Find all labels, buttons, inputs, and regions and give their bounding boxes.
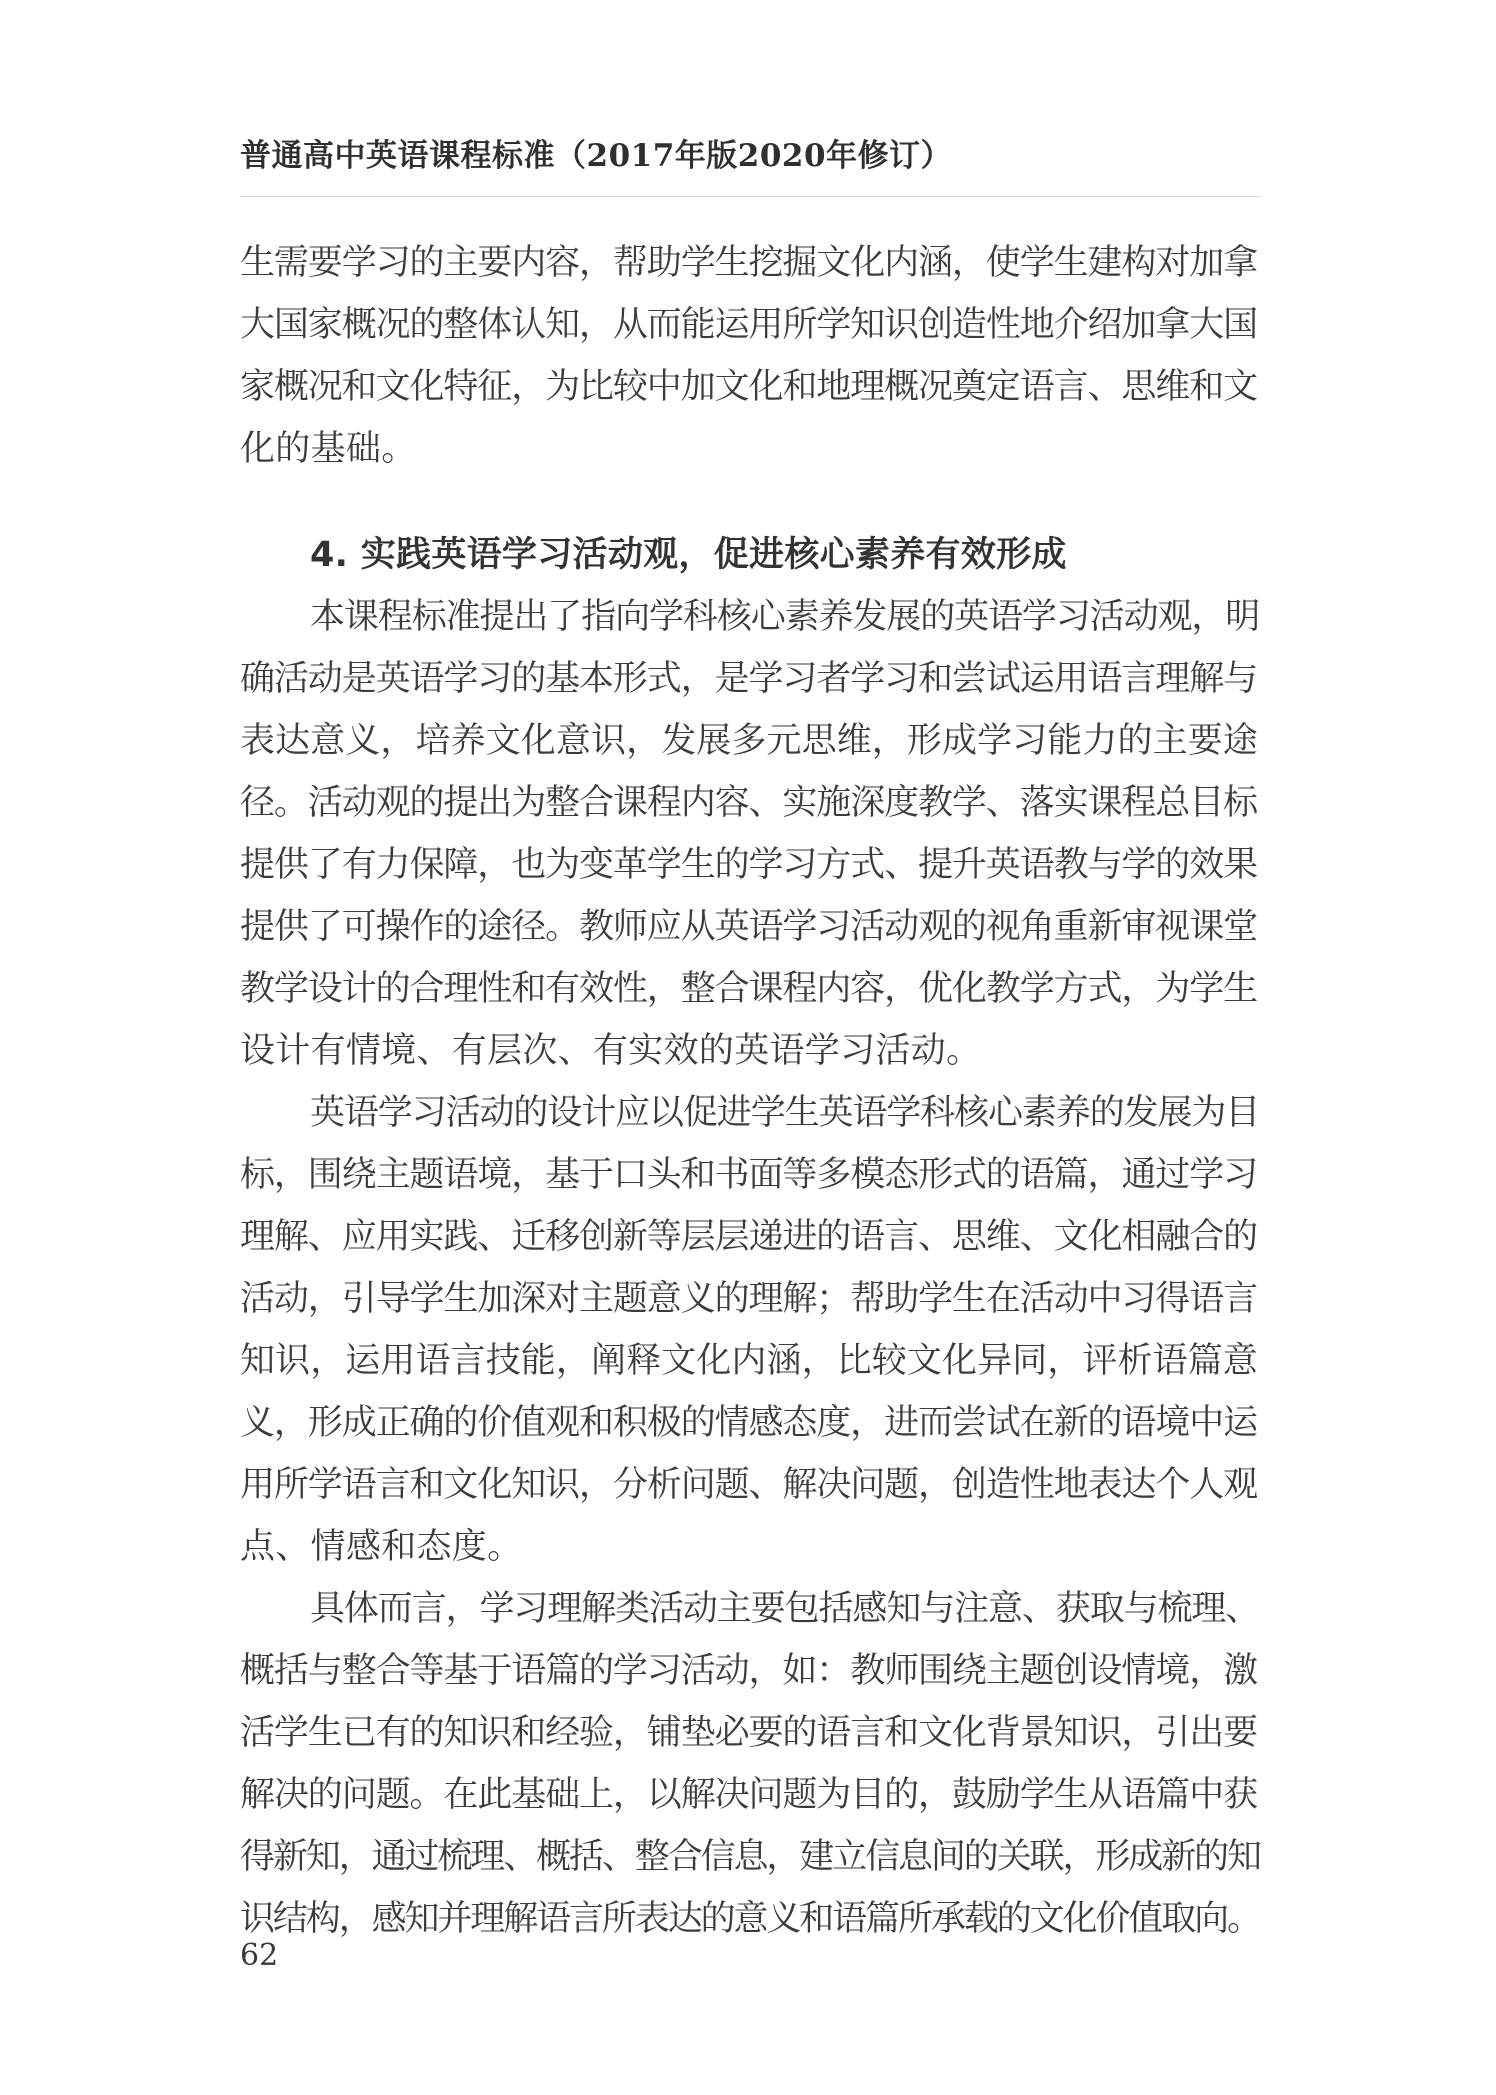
text-line: 径。活动观的提出为整合课程内容、实施深度教学、落实课程总目标 (240, 783, 1258, 823)
text-line: 识结构，感知并理解语言所表达的意义和语篇所承载的文化价值取向。 (240, 1899, 1260, 1939)
text-line: 提供了可操作的途径。教师应从英语学习活动观的视角重新审视课堂 (240, 907, 1258, 947)
running-header: 普通高中英语课程标准（2017年版2020年修订） (240, 138, 953, 174)
text-line: 生需要学习的主要内容，帮助学生挖掘文化内涵，使学生建构对加拿 (240, 243, 1258, 283)
text-line: 理解、应用实践、迁移创新等层层递进的语言、思维、文化相融合的 (240, 1217, 1258, 1257)
text-line: 用所学语言和文化知识，分析问题、解决问题，创造性地表达个人观 (240, 1465, 1258, 1505)
page-number: 62 (240, 1938, 279, 1973)
text-line: 表达意义，培养文化意识，发展多元思维，形成学习能力的主要途 (240, 721, 1258, 761)
text-line: 得新知，通过梳理、概括、整合信息，建立信息间的关联，形成新的知 (240, 1837, 1260, 1877)
text-line: 确活动是英语学习的基本形式，是学习者学习和尝试运用语言理解与 (240, 659, 1258, 699)
text-line: 标，围绕主题语境，基于口头和书面等多模态形式的语篇，通过学习 (240, 1155, 1258, 1195)
text-line: 点、情感和态度。 (240, 1527, 523, 1567)
text-line: 大国家概况的整体认知，从而能运用所学知识创造性地介绍加拿大国 (240, 305, 1258, 345)
text-line: 提供了有力保障，也为变革学生的学习方式、提升英语教与学的效果 (240, 845, 1258, 885)
text-line: 活动，引导学生加深对主题意义的理解；帮助学生在活动中习得语言 (240, 1279, 1258, 1319)
text-line: 化的基础。 (240, 429, 417, 469)
text-line: 设计有情境、有层次、有实效的英语学习活动。 (240, 1031, 982, 1071)
header-rule (240, 196, 1260, 197)
text-line: 本课程标准提出了指向学科核心素养发展的英语学习活动观，明 (310, 597, 1260, 637)
text-line: 活学生已有的知识和经验，铺垫必要的语言和文化背景知识，引出要 (240, 1713, 1258, 1753)
text-line: 义，形成正确的价值观和积极的情感态度，进而尝试在新的语境中运 (240, 1403, 1258, 1443)
body-text (240, 232, 1260, 1950)
text-line: 概括与整合等基于语篇的学习活动，如：教师围绕主题创设情境，激 (240, 1651, 1258, 1691)
text-line: 英语学习活动的设计应以促进学生英语学科核心素养的发展为目 (310, 1093, 1260, 1133)
text-line: 知识，运用语言技能，阐释文化内涵，比较文化异同，评析语篇意 (240, 1341, 1258, 1381)
text-line: 具体而言，学习理解类活动主要包括感知与注意、获取与梳理、 (310, 1589, 1260, 1629)
text-line: 家概况和文化特征，为比较中加文化和地理概况奠定语言、思维和文 (240, 367, 1258, 407)
section-heading: 4. 实践英语学习活动观，促进核心素养有效形成 (310, 535, 1067, 575)
text-line: 解决的问题。在此基础上，以解决问题为目的，鼓励学生从语篇中获 (240, 1775, 1258, 1815)
text-line: 教学设计的合理性和有效性，整合课程内容，优化教学方式，为学生 (240, 969, 1258, 1009)
